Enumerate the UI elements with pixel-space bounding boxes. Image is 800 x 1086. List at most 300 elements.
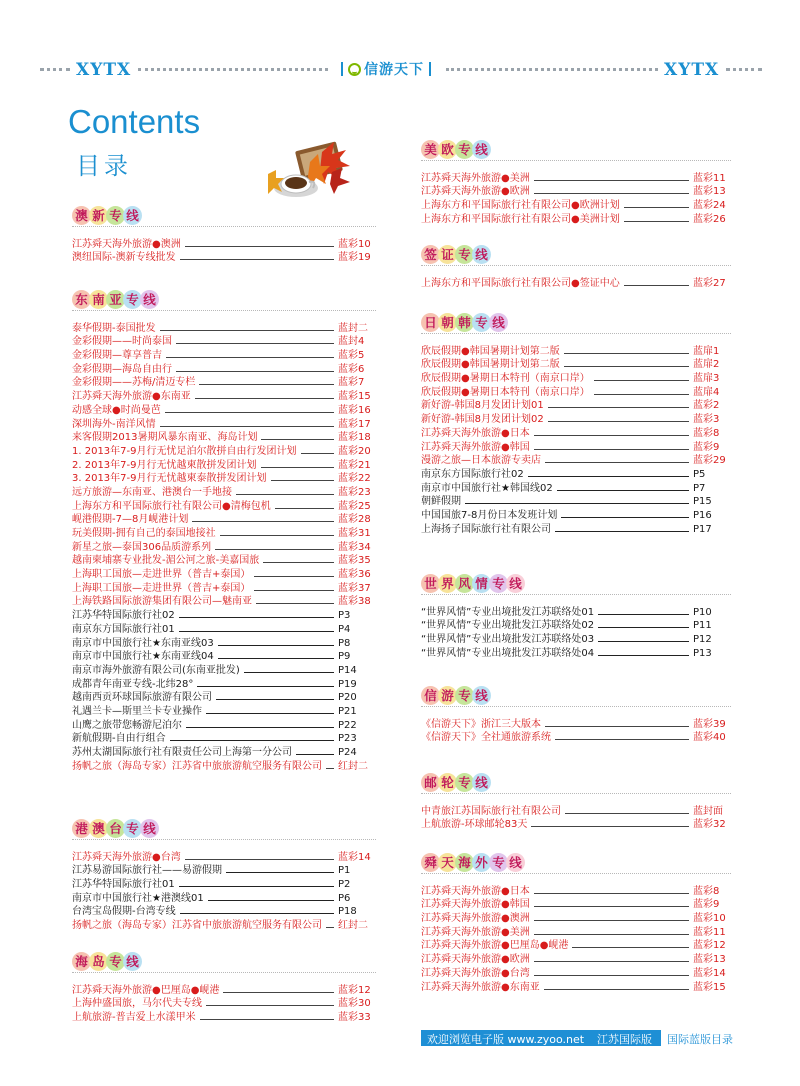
leader-line [180,913,334,914]
toc-entry[interactable] [421,440,731,454]
section-title-char: 证 [438,245,457,264]
section-title-char: 韩 [455,313,474,332]
toc-entry-page: 蓝彩23 [338,486,371,498]
toc-entry-page: 蓝彩36 [338,569,371,581]
toc-entry-page: 蓝彩15 [338,391,371,403]
leader-line [624,285,689,286]
toc-entry[interactable] [72,864,376,878]
section-title-char: 专 [123,290,142,309]
toc-entry[interactable] [72,251,376,265]
section-title-char: 天 [438,853,457,872]
toc-entry-title: 上海职工国旅—走进世界（普吉+泰国） [72,582,251,594]
toc-entry-title: 越南柬埔寨专业批发-湄公河之旅-美嘉国旅 [72,555,260,567]
toc-entry[interactable] [72,321,376,335]
leader-line [185,859,334,860]
section-item-list [72,850,376,932]
toc-entry[interactable] [421,276,731,290]
toc-entry-title: 江苏舜天海外旅游●巴厘岛●岘港 [421,940,569,952]
section-heading [421,312,731,338]
toc-entry[interactable] [421,646,731,660]
toc-entry-page: P21 [338,705,357,717]
toc-entry[interactable] [72,636,376,650]
toc-entry-page: 蓝彩20 [338,445,371,457]
toc-entry[interactable] [72,732,376,746]
section-title-char: 线 [472,245,491,264]
section-title-char: 风 [455,574,474,593]
toc-entry-page: P5 [693,468,706,480]
toc-entry-page: 蓝彩16 [338,404,371,416]
leader-line [179,631,334,632]
section-title [72,289,157,309]
section-divider [421,873,731,874]
section-title-char: 东 [72,290,91,309]
toc-entry[interactable] [72,983,376,997]
leader-line [624,221,689,222]
section-divider [421,160,731,161]
leader-line [218,645,334,646]
leader-line [534,435,689,436]
toc-entry[interactable] [72,335,376,349]
toc-entry[interactable] [72,581,376,595]
leader-line [572,947,689,948]
header-dots-left [40,68,70,71]
toc-entry-page: 蓝彩35 [338,555,371,567]
toc-entry-title: 金彩假期—海岛自由行 [72,363,172,375]
toc-entry[interactable] [72,704,376,718]
section-title-char: 线 [472,140,491,159]
section-title-char: 专 [489,574,508,593]
toc-entry[interactable] [72,499,376,513]
section-heading [72,289,376,315]
toc-entry-title: 欣辰假期●韩国暑期计划第二版 [421,359,560,371]
toc-entry[interactable] [421,467,731,481]
toc-entry[interactable] [421,344,731,358]
section-divider [72,310,376,311]
leader-line [226,872,334,873]
toc-entry[interactable] [72,485,376,499]
toc-entry[interactable] [421,198,731,212]
leader-line [531,826,689,827]
toc-entry[interactable] [421,171,731,185]
toc-entry[interactable] [421,884,731,898]
divider-bar [429,62,431,76]
section-title-char: 线 [140,290,159,309]
toc-entry[interactable] [421,939,731,953]
toc-entry-title: 《信游天下》全社通旅游系统 [421,732,551,744]
leader-line [544,989,689,990]
header-title-text: 信游天下 [364,62,424,78]
toc-entry-title: 《信游天下》浙江三大版本 [421,718,541,730]
toc-entry-title: 上海东方和平国际旅行社有限公司●欧洲计划 [421,200,620,212]
toc-entry[interactable] [72,650,376,664]
toc-entry[interactable] [72,877,376,891]
toc-entry-page: 蓝彩22 [338,473,371,485]
toc-entry[interactable] [421,481,731,495]
leader-line [261,467,334,468]
toc-entry-page: 蓝彩29 [693,455,726,467]
toc-entry-title: 江苏舜天海外旅游●巴厘岛●岘港 [72,984,220,996]
section-title-char: 线 [489,313,508,332]
leader-line [555,531,689,532]
toc-entry-page: P23 [338,733,357,745]
leader-line [220,535,334,536]
leader-line [598,614,689,615]
toc-entry[interactable] [72,431,376,445]
leader-line [594,380,689,381]
toc-entry-page: P19 [338,678,357,690]
section-xinyou [421,685,731,744]
leader-line [534,449,689,450]
toc-entry[interactable] [421,385,731,399]
toc-entry[interactable] [72,513,376,527]
toc-entry-page: 蓝彩37 [338,582,371,594]
toc-entry-page: P16 [693,509,712,521]
toc-entry-page: 蓝扉3 [693,373,720,385]
section-divider [72,839,376,840]
toc-entry-title: “世界风情”专业出境批发江苏联络处04 [421,647,595,659]
toc-entry[interactable] [421,412,731,426]
toc-entry[interactable] [421,495,731,509]
toc-entry-title: 扬帆之旅（海岛专家）江苏省中旅旅游航空服务有限公司 [72,760,322,772]
section-title-char: 签 [421,245,440,264]
toc-entry-page: 蓝彩33 [338,1012,371,1024]
leader-line [176,371,334,372]
coffee-leaves-illustration [262,138,354,208]
toc-entry-page: 蓝彩9 [693,899,720,911]
toc-entry[interactable] [421,911,731,925]
toc-entry-page: P11 [693,620,712,632]
leader-line [208,900,334,901]
toc-entry-title: 南京市海外旅游有限公司(东南亚批发) [72,664,240,676]
section-title [421,244,489,264]
toc-entry-title: 1. 2013年7-9月行无忧足泊尔散拼自由行发团计划 [72,445,297,457]
toc-entry-page: 蓝彩6 [338,363,365,375]
toc-entry[interactable] [72,567,376,581]
toc-entry[interactable] [72,472,376,486]
toc-entry[interactable] [72,595,376,609]
toc-entry-page: 蓝彩12 [338,984,371,996]
toc-entry[interactable] [72,403,376,417]
footer-edition: 江苏国际版 [597,1033,652,1046]
smile-icon [348,63,361,76]
header-dots-mid-right [446,68,658,71]
toc-entry[interactable] [421,185,731,199]
toc-entry-page: 蓝彩21 [338,459,371,471]
section-title-char: 线 [123,206,142,225]
toc-entry-title: 江苏舜天海外旅游●欧洲 [421,954,530,966]
section-title-char: 专 [106,952,125,971]
toc-entry[interactable] [421,818,731,832]
leader-line [598,655,689,656]
toc-entry-page: 蓝封二 [338,322,368,334]
toc-entry-page: P6 [338,892,351,904]
toc-entry[interactable] [421,605,731,619]
section-title-char: 港 [72,819,91,838]
toc-entry-page: P20 [338,692,357,704]
toc-entry-title: 苏州太湖国际旅行社有限责任公司上海第一分公司 [72,747,292,758]
section-title-char: 世 [421,574,440,593]
leader-line [218,658,334,659]
section-title-char: 澳 [89,819,108,838]
section-divider [421,594,731,595]
section-item-list [421,717,731,744]
toc-entry-title: 礼遇兰卡—斯里兰卡专业操作 [72,705,202,717]
toc-entry[interactable] [72,905,376,919]
section-item-list [421,884,731,994]
section-title-char: 信 [421,686,440,705]
section-title-char: 专 [455,245,474,264]
toc-entry-page: 蓝彩11 [693,172,726,184]
toc-entry[interactable] [421,371,731,385]
section-islands [72,951,376,1024]
toc-entry-title: 深圳海外-南洋风情 [72,418,156,430]
toc-entry[interactable] [72,850,376,864]
leader-line [557,490,689,491]
toc-entry-title: 金彩假期——苏梅/清迈专栏 [72,377,196,389]
toc-entry-title: 江苏舜天海外旅游●台湾 [72,851,181,863]
section-divider [421,333,731,334]
toc-entry-title: 新星之旅—泰国306品质游系列 [72,541,212,553]
toc-entry-page: P13 [693,647,712,659]
contents-title-cn: 目录 [76,152,132,180]
toc-entry[interactable] [72,362,376,376]
leader-line [170,740,334,741]
toc-entry[interactable] [72,663,376,677]
section-title [72,951,140,971]
toc-entry[interactable] [421,632,731,646]
toc-entry[interactable] [72,622,376,636]
leader-line [195,398,334,399]
leader-line [271,480,334,481]
toc-entry-page: 蓝彩39 [693,718,726,730]
toc-entry-page: P15 [693,496,712,508]
section-heading [421,685,731,711]
toc-entry[interactable] [72,237,376,251]
toc-entry-title: 新好游-韩国8月发团计划01 [421,400,544,412]
section-title-char: 新 [89,206,108,225]
toc-entry-page: P14 [338,664,357,676]
section-heading [72,951,376,977]
page-header [0,58,800,84]
toc-entry-page: 蓝封面 [693,805,723,817]
toc-entry-title: 朝鲜假期 [421,496,461,508]
leader-line [534,961,689,962]
toc-entry-page: 蓝彩3 [693,414,720,426]
toc-entry[interactable] [72,348,376,362]
leader-line [179,886,334,887]
toc-entry[interactable] [72,526,376,540]
toc-entry-page: P9 [338,651,351,663]
toc-entry[interactable] [421,731,731,745]
leader-line [564,353,689,354]
toc-entry[interactable] [72,1010,376,1024]
section-title [72,818,157,838]
leader-line [256,603,334,604]
leader-line [166,357,334,358]
section-title [421,312,506,332]
toc-entry-title: 中国国旅7-8月份日本发班计划 [421,509,558,521]
toc-entry[interactable] [72,718,376,732]
toc-entry[interactable] [72,891,376,905]
toc-entry-title: 山鹰之旅带您畅游尼泊尔 [72,719,182,731]
toc-entry[interactable] [421,358,731,372]
toc-entry-page: 红封二 [338,920,368,932]
toc-entry-page: 蓝彩25 [338,500,371,512]
section-title-char: 专 [472,313,491,332]
leader-line [545,726,689,727]
section-heading [72,205,376,231]
toc-entry-title: 上海扬子国际旅行社有限公司 [421,523,551,535]
toc-entry[interactable] [72,759,376,773]
toc-entry-title: 动感全球●时尚曼芭 [72,404,161,416]
toc-entry-page: P17 [693,523,712,535]
section-title [421,573,523,593]
section-title-char: 海 [72,952,91,971]
toc-entry[interactable] [421,952,731,966]
section-divider [421,265,731,266]
leader-line [199,384,334,385]
toc-entry-page: 蓝彩32 [693,819,726,831]
toc-entry-page: 蓝彩30 [338,998,371,1010]
leader-line [561,517,689,518]
toc-entry[interactable] [421,426,731,440]
toc-entry-page: P7 [693,482,706,494]
section-title [421,772,489,792]
toc-entry[interactable] [421,804,731,818]
section-heading [421,139,731,165]
toc-entry[interactable] [421,898,731,912]
toc-entry-title: 澳纽国际-澳新专线批发 [72,252,176,264]
section-title-char: 线 [472,773,491,792]
toc-entry[interactable] [421,212,731,226]
toc-entry[interactable] [421,980,731,994]
toc-entry[interactable] [421,454,731,468]
section-item-list [421,605,731,660]
section-divider [72,226,376,227]
toc-entry[interactable] [72,444,376,458]
section-title-char: 海 [455,853,474,872]
toc-entry-page: 蓝扉1 [693,345,720,357]
toc-entry-title: 泰华假期-泰国批发 [72,322,156,334]
leader-line [624,207,689,208]
leader-line [223,992,334,993]
section-title-char: 界 [438,574,457,593]
section-title [421,685,489,705]
toc-entry[interactable] [72,554,376,568]
toc-entry-title: 江苏易游国际旅行社——易游假期 [72,865,222,877]
toc-entry-page: P10 [693,606,712,618]
toc-entry-page: 蓝彩40 [693,732,726,744]
toc-entry-title: 南京市中国旅行社★东南亚线03 [72,637,214,649]
toc-entry[interactable] [72,918,376,932]
toc-entry[interactable] [72,677,376,691]
toc-entry-page: P2 [338,879,351,891]
toc-entry-title: 上海东方和平国际旅行社有限公司●美洲计划 [421,213,620,225]
toc-entry[interactable] [72,458,376,472]
toc-entry-page: 蓝彩8 [693,885,720,897]
footer-label: 国际蓝版 [667,1033,711,1046]
toc-entry[interactable] [72,608,376,622]
toc-entry[interactable] [72,540,376,554]
leader-line [160,426,334,427]
leader-line [254,590,334,591]
toc-entry-title: 江苏舜天海外旅游●美洲 [421,926,530,938]
toc-entry[interactable] [72,745,376,759]
toc-entry[interactable] [421,619,731,633]
toc-entry-page: 蓝彩14 [338,851,371,863]
toc-entry-title: 南京市中国旅行社★东南亚线04 [72,651,214,663]
toc-entry[interactable] [72,997,376,1011]
leader-line [160,330,334,331]
toc-entry[interactable] [421,925,731,939]
toc-entry-title: 江苏舜天海外旅游●澳洲 [72,238,181,250]
toc-entry-page: 蓝彩10 [338,238,371,250]
section-item-list [72,321,376,773]
section-title-char: 岛 [89,952,108,971]
toc-entry[interactable] [72,691,376,705]
section-title-char: 轮 [438,773,457,792]
leader-line [534,193,689,194]
toc-entry-title: 上航旅游-环球邮轮83天 [421,819,528,831]
toc-entry-title: 越南西贡环球国际旅游有限公司 [72,692,212,704]
leader-line [534,893,689,894]
toc-entry[interactable] [421,399,731,413]
toc-entry-title: 江苏舜天海外旅游●澳洲 [421,913,530,925]
leader-line [176,343,334,344]
toc-entry-title: 江苏舜天海外旅游●韩国 [421,899,530,911]
toc-entry-title: 扬帆之旅（海岛专家）江苏省中旅旅游航空服务有限公司 [72,920,322,932]
section-title [421,139,489,159]
toc-entry-page: 蓝彩26 [693,213,726,225]
leader-line [185,246,334,247]
leader-line [206,1005,334,1006]
toc-entry[interactable] [72,376,376,390]
section-cruise [421,772,731,831]
section-title-char: 专 [455,686,474,705]
contents-title-en: Contents [68,103,201,140]
toc-entry-page: 蓝彩14 [693,967,726,979]
toc-entry[interactable] [421,966,731,980]
section-title-char: 外 [472,853,491,872]
toc-entry-page: 蓝彩17 [338,418,371,430]
toc-entry[interactable] [72,389,376,403]
toc-entry[interactable] [421,508,731,522]
section-divider [72,972,376,973]
section-southeast-asia [72,289,376,773]
section-item-list [421,344,731,536]
leader-line [528,476,689,477]
leader-line [598,627,689,628]
section-title-char: 线 [472,686,491,705]
leader-line [186,727,334,728]
leader-line [254,576,334,577]
toc-entry-page: 蓝彩31 [338,528,371,539]
leader-line [179,617,334,618]
toc-entry[interactable] [421,717,731,731]
toc-entry-title: 新好游-韩国8月发团计划02 [421,414,544,426]
section-title-char: 朝 [438,313,457,332]
section-title-char: 舜 [421,853,440,872]
leader-line [326,768,334,769]
footer-welcome-link[interactable]: 欢迎浏览电子版 www.zyoo.net [427,1033,585,1046]
toc-entry-page: P4 [338,623,351,635]
toc-entry[interactable] [421,522,731,536]
toc-entry-page: 蓝彩10 [693,913,726,925]
toc-entry[interactable] [72,417,376,431]
leader-line [534,934,689,935]
toc-entry-title: 南京市中国旅行社★韩国线02 [421,482,553,494]
toc-entry-page: 蓝彩19 [338,252,371,264]
